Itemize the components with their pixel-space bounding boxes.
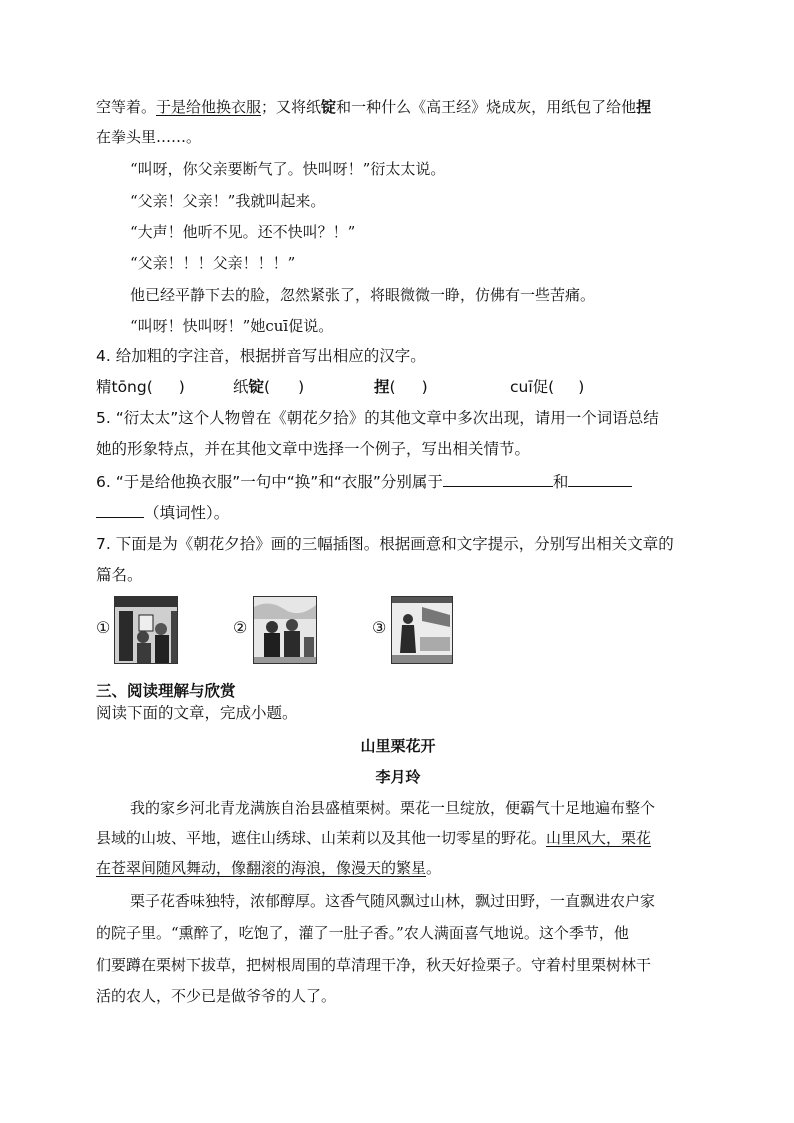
text: ) <box>421 378 428 396</box>
illustration-3 <box>391 596 453 664</box>
q4-item-b <box>233 376 304 398</box>
q4-item-a <box>96 376 185 398</box>
pic-label-3: ③ <box>372 618 387 637</box>
illustration-1-art <box>115 597 177 663</box>
q4-item-d <box>510 376 584 398</box>
question-7-line-2: 篇名。 <box>96 566 143 584</box>
illustration-2-art <box>254 597 316 663</box>
text: 精tōng( <box>96 378 153 396</box>
text: ( <box>389 378 396 396</box>
text: ( <box>264 378 271 396</box>
pic-label-1: ① <box>96 618 111 637</box>
passage-line-1 <box>96 96 700 118</box>
question-7-line-1: 7. 下面是为《朝花夕拾》画的三幅插图。根据画意和文字提示，分别写出相关文章的 <box>96 535 674 553</box>
text: ) <box>178 378 185 396</box>
answer-blank-2[interactable] <box>568 470 632 487</box>
answer-blank-2-cont[interactable] <box>96 501 144 518</box>
underlined-sentence: 山里风大，栗花 <box>546 829 652 847</box>
article-para2-line1: 栗子花香味独特，浓郁醇厚。这香气随风飘过山林，飘过田野，一直飘进农户家 <box>130 892 656 910</box>
article-author: 李月玲 <box>375 768 421 786</box>
q4-item-c <box>374 376 428 398</box>
question-6-line-2 <box>96 501 700 524</box>
passage-line-2: 在拳头里……。 <box>96 128 202 146</box>
article-para2-line4: 活的农人，不少已是做爷爷的人了。 <box>96 987 337 1005</box>
passage-para: “父亲！！！父亲！！！” <box>130 254 296 272</box>
text: 和 <box>552 473 569 491</box>
text: 6. “于是给他换衣服”一句中“换”和“衣服”分别属于 <box>96 473 443 491</box>
question-6-line-1 <box>96 470 700 493</box>
passage-para: “叫呀，你父亲要断气了。快叫呀！”衍太太说。 <box>130 160 446 178</box>
illustration-2 <box>253 596 317 664</box>
text: cuī促( <box>510 378 555 396</box>
article-title: 山里栗花开 <box>360 737 436 755</box>
bold-char: 锭 <box>248 378 265 396</box>
question-5-line-2: 她的形象特点，并在其他文章中选择一个例子，写出相关情节。 <box>96 440 531 458</box>
text: 。 <box>426 859 442 877</box>
bold-char: 捏 <box>374 378 390 396</box>
section-instruction: 阅读下面的文章，完成小题。 <box>96 704 298 722</box>
underlined-sentence: 在苍翠间随风舞动，像翻滚的海浪，像漫天的繁星 <box>96 859 427 877</box>
underlined-sentence: 于是给他换衣服 <box>156 98 262 116</box>
question-5-line-1: 5. “衍太太”这个人物曾在《朝花夕拾》的其他文章中多次出现，请用一个词语总结 <box>96 409 659 427</box>
answer-blank-1[interactable] <box>443 470 553 487</box>
passage-para: “大声！他听不见。还不快叫？！” <box>130 223 356 241</box>
article-para2-line3: 们要蹲在栗树下拔草，把树根周围的草清理干净，秋天好捡栗子。守着村里栗树林干 <box>96 956 652 974</box>
text: （填词性）。 <box>144 504 230 522</box>
text: 空等着。 <box>96 98 157 116</box>
illustration-1 <box>114 596 178 664</box>
text: 和一种什么《高王经》烧成灰，用纸包了给他 <box>336 98 637 116</box>
article-para1-line1: 我的家乡河北青龙满族自治县盛植栗树。栗花一旦绽放，便霸气十足地遍布整个 <box>130 799 656 817</box>
text: 纸 <box>233 378 249 396</box>
passage-para: “叫呀！快叫呀！”她cuī促说。 <box>130 317 334 335</box>
bold-char: 捏 <box>636 98 652 116</box>
question-4: 4. 给加粗的字注音，根据拼音写出相应的汉字。 <box>96 347 426 365</box>
pic-label-2: ② <box>233 618 248 637</box>
article-para1-line2 <box>96 827 700 849</box>
passage-para: “父亲！父亲！”我就叫起来。 <box>130 192 326 210</box>
text: ) <box>298 378 305 396</box>
section-heading: 三、阅读理解与欣赏 <box>96 682 236 700</box>
article-para2-line2: 的院子里。“熏醉了，吃饱了，灌了一肚子香。”农人满面喜气地说。这个季节，他 <box>96 924 629 942</box>
text: 县域的山坡、平地，遮住山绣球、山茉莉以及其他一切零星的野花。 <box>96 829 547 847</box>
text: ；又将纸 <box>261 98 322 116</box>
article-para1-line3 <box>96 857 700 879</box>
passage-para: 他已经平静下去的脸，忽然紧张了，将眼微微一睁，仿佛有一些苦痛。 <box>130 286 596 304</box>
text: ) <box>578 378 585 396</box>
bold-char: 锭 <box>321 98 337 116</box>
illustration-3-art <box>392 597 452 663</box>
